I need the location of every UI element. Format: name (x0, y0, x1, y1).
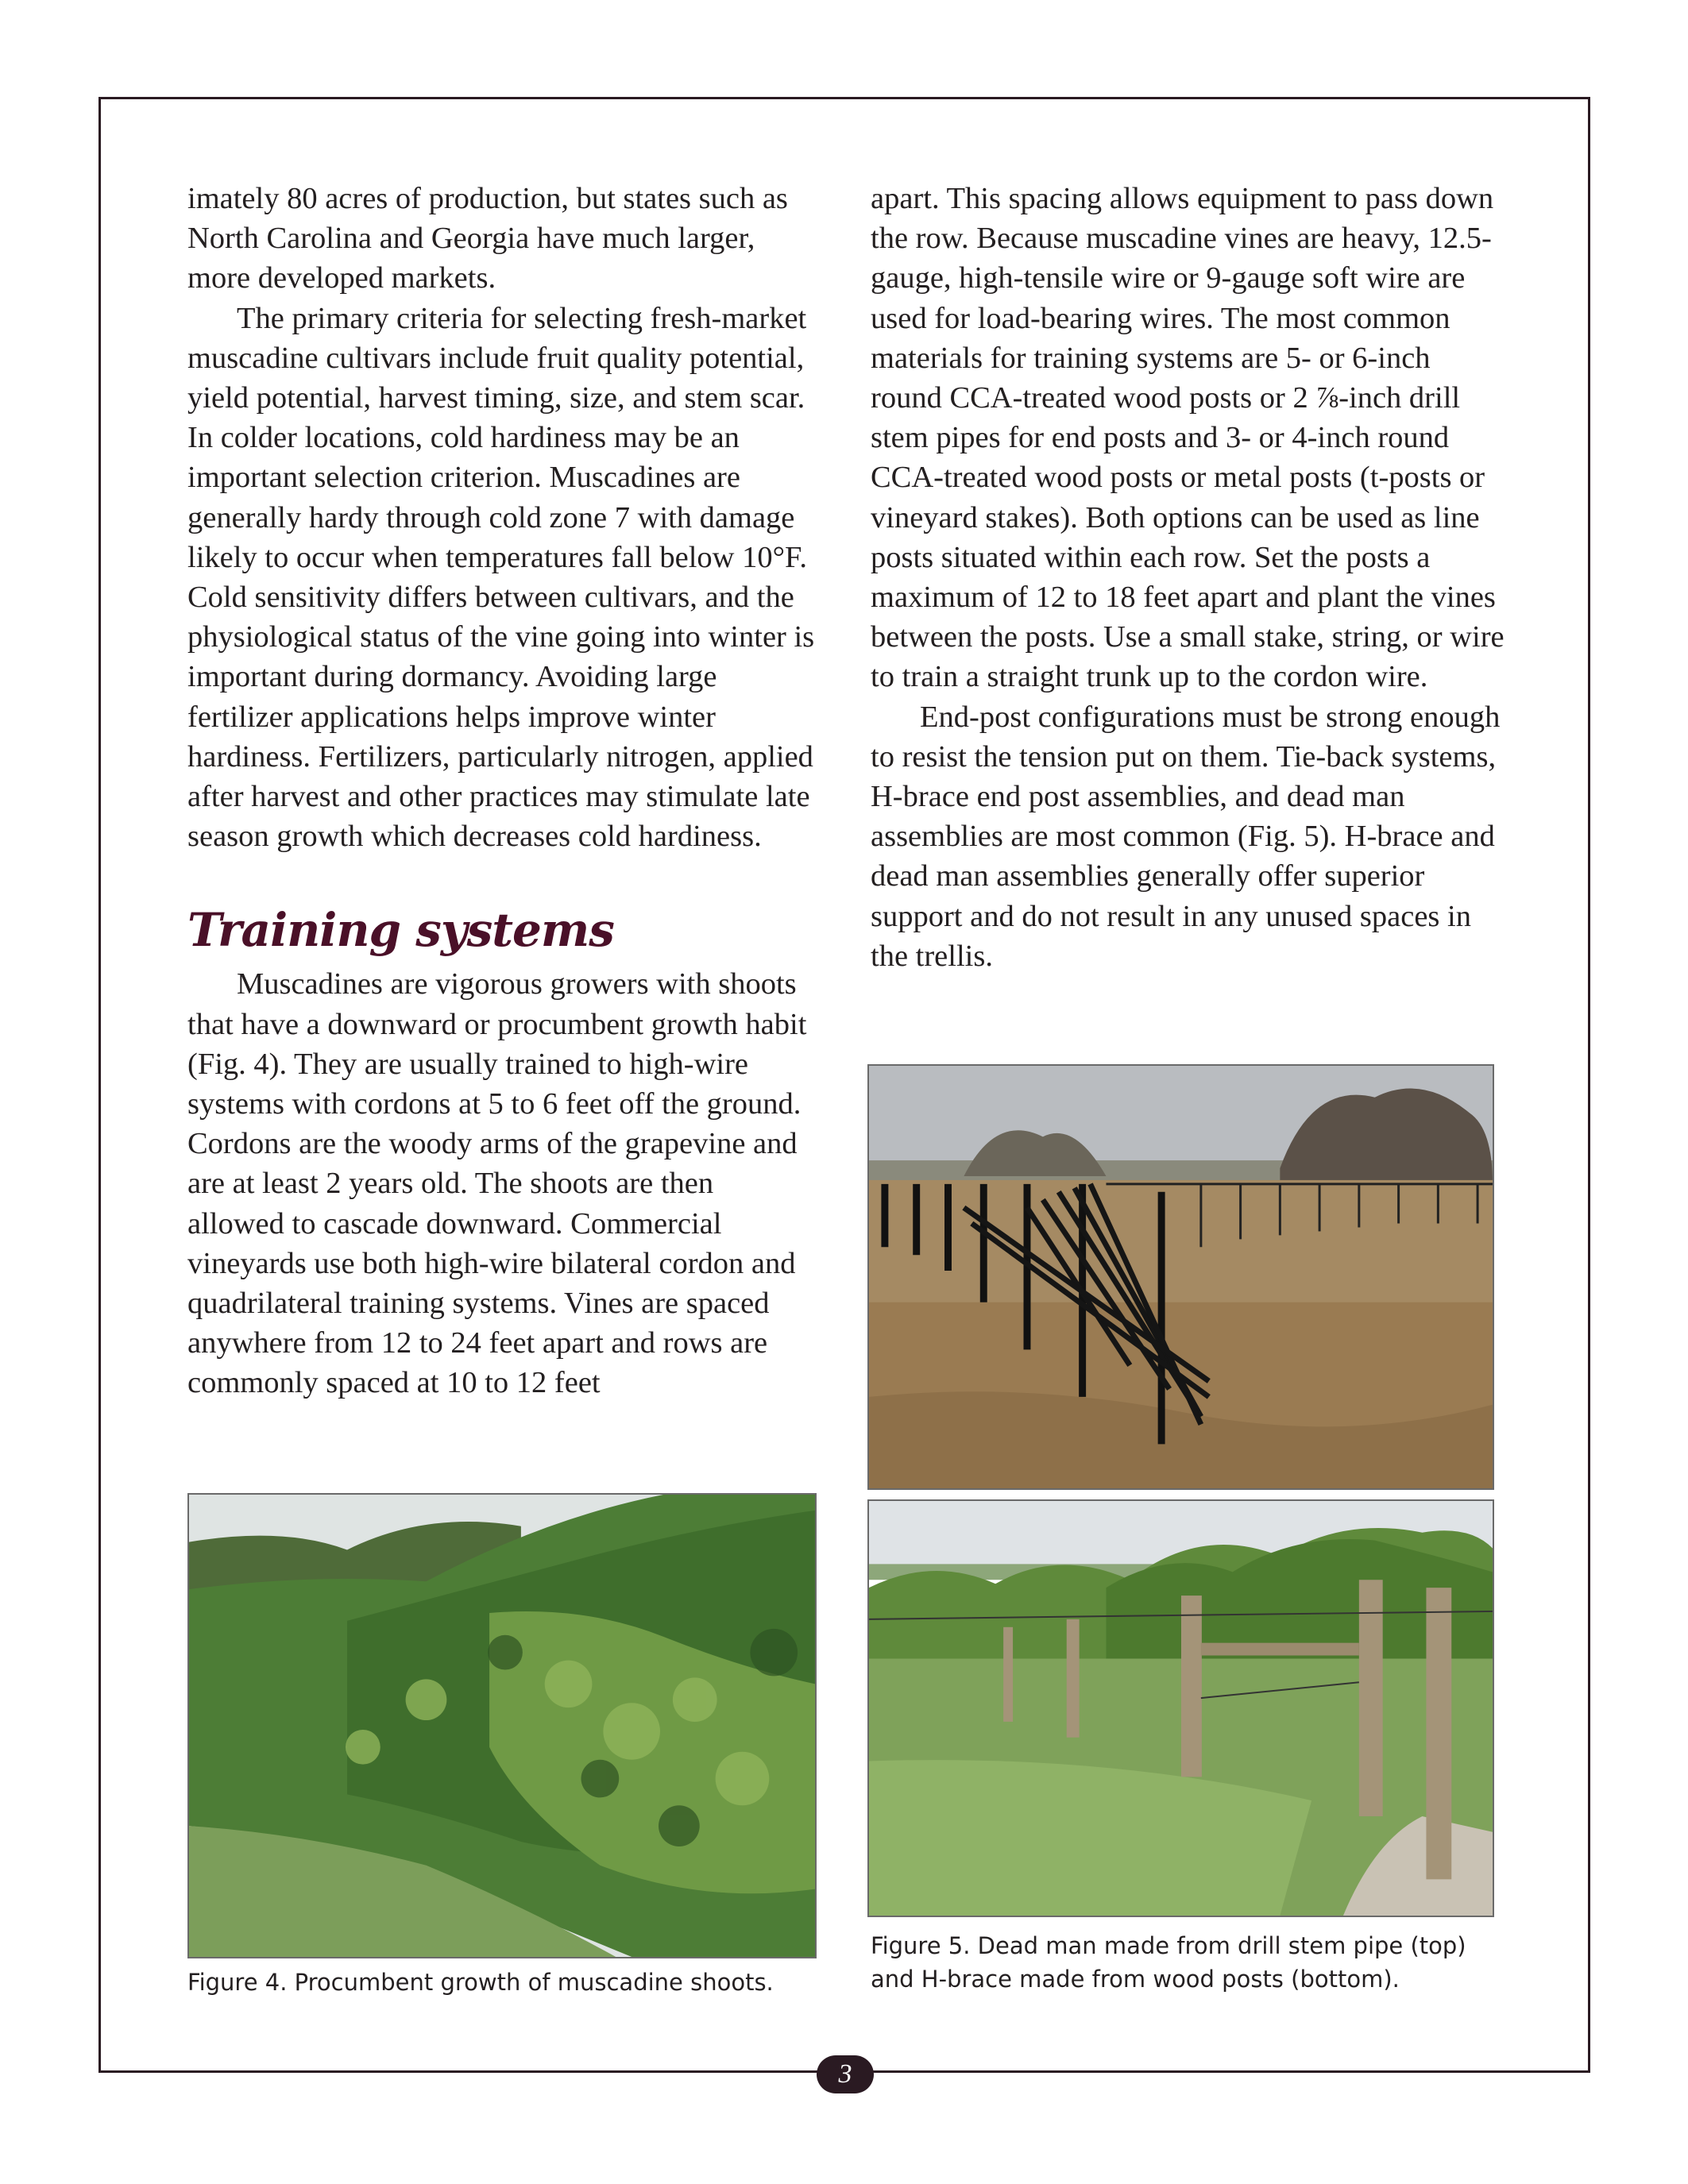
muscadine-shoots-image (189, 1495, 815, 1957)
figure5-bottom-photo (867, 1499, 1494, 1917)
right-column (871, 179, 1506, 976)
dead-man-pipe-image (869, 1066, 1493, 1488)
figure5-caption-line1: Figure 5. Dead man made from drill stem pipe (top) (871, 1932, 1466, 1959)
figure4-caption: Figure 4. Procumbent growth of muscadine shoots. (187, 1969, 774, 1996)
left-column (187, 179, 815, 1403)
h-brace-image (869, 1501, 1493, 1916)
figure5-top-photo (867, 1064, 1494, 1490)
paragraph: imately 80 acres of production, but states such as North Carolina and Georgia have much larger, more developed markets. (187, 182, 788, 295)
paragraph: The primary criteria for selecting fresh-market muscadine cultivars include fruit quality potential, yield potential, harvest timing, size, and stem scar. In colder locations, cold hardiness may be an important selection criterion. Muscadines are generally hardy through cold zone 7 with damage likely to occur when temperatures fall below 10°F. Cold sensitivity differs between cultivars, and the physiological status of the vine going into winter is important during dormancy. Avoiding large fertilizer applications helps improve winter hardiness. Fertilizers, particularly nitrogen, applied after harvest and other practices may stimulate late season growth which decreases cold hardiness. (187, 301, 815, 854)
figure5-caption-line2: and H-brace made from wood posts (bottom). (871, 1966, 1400, 1993)
paragraph: apart. This spacing allows equipment to pass down the row. Because muscadine vines are heavy, 12.5-gauge, high-tensile wire or 9-gauge soft wire are used for load-bearing wires. The most common materials for training systems are 5- or 6-inch round CCA-treated wood posts or 2 ⅞-inch drill stem pipes for end posts and 3- or 4-inch round CCA-treated wood posts or metal posts (t-posts or vineyard stakes). Both options can be used as line posts situated within each row. Set the posts a maximum of 12 to 18 feet apart and plant the vines between the posts. Use a small stake, string, or wire to train a straight trunk up to the cordon wire. (871, 182, 1505, 694)
section-heading: Training systems (187, 903, 614, 958)
paragraph: Muscadines are vigorous growers with shoots that have a downward or procumbent growth habit (Fig. 4). They are usually trained to high-wire systems with cordons at 5 to 6 feet off the ground. Cordons are the woody arms of the grapevine and are at least 2 years old. The shoots are then allowed to cascade downward. Commercial vineyards use both high-wire bilateral cordon and quadrilateral training systems. Vines are spaced anywhere from 12 to 24 feet apart and rows are commonly spaced at 10 to 12 feet (187, 967, 807, 1400)
paragraph: End-post configurations must be strong enough to resist the tension put on them. Tie-back systems, H-brace end post assemblies, and dead man assemblies are most common (Fig. 5). H-brace and dead man assemblies generally offer superior support and do not result in any unused spaces in the trellis. (871, 700, 1501, 973)
figure4-photo (187, 1493, 817, 1958)
page-number: 3 (817, 2055, 874, 2093)
